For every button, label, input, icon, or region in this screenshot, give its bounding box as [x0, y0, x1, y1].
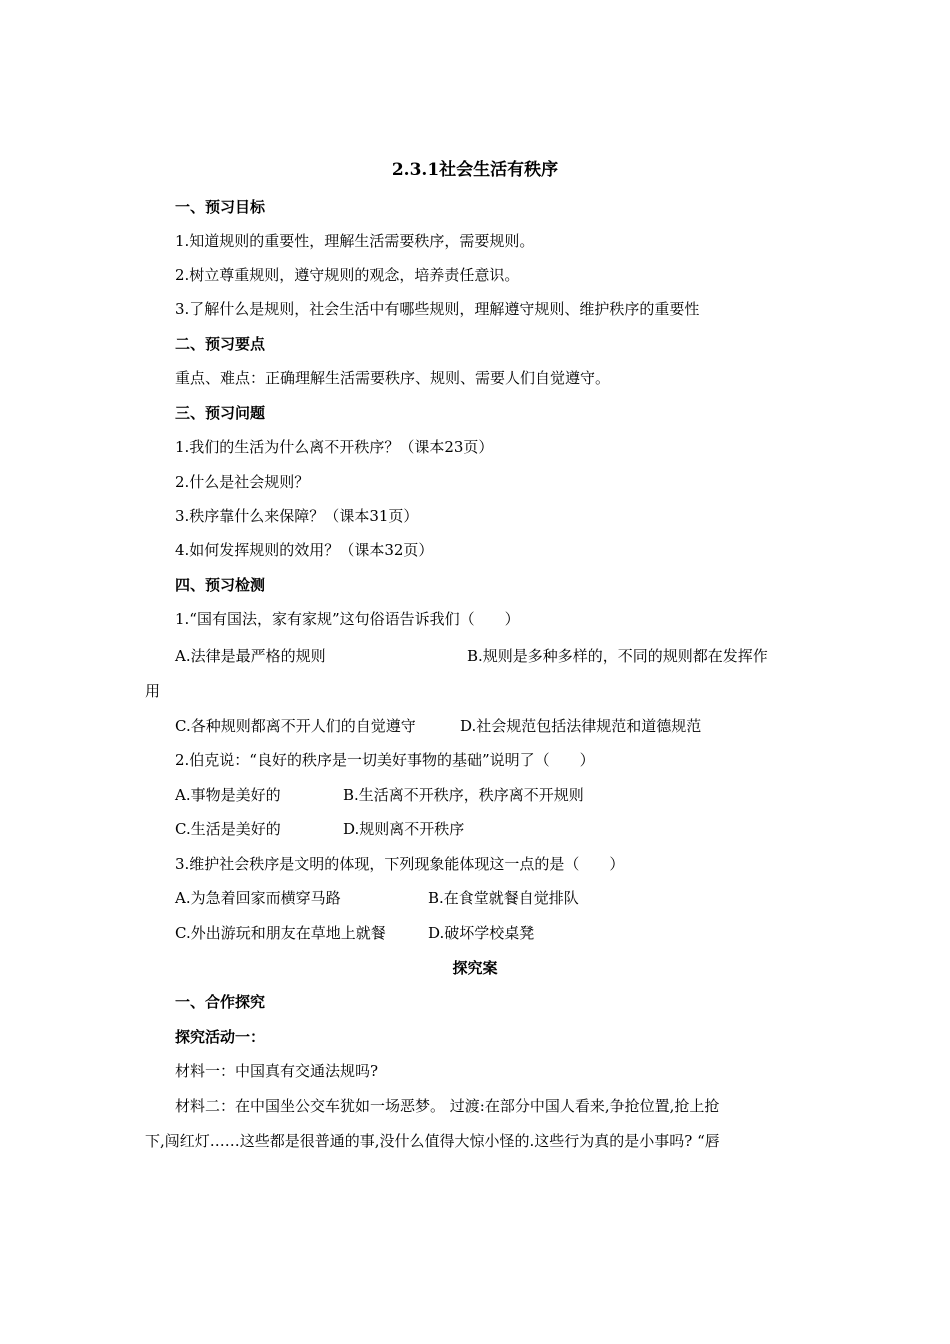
goal-item-2: 2.树立尊重规则，遵守规则的观念，培养责任意识。 [175, 266, 520, 284]
key-points-text: 重点、难点：正确理解生活需要秩序、规则、需要人们自觉遵守。 [175, 369, 611, 387]
test-q3-option-c: C.外出游玩和朋友在草地上就餐 [175, 924, 386, 942]
test-q1-option-d: D.社会规范包括法律规范和道德规范 [460, 717, 702, 735]
test-q3-option-d: D.破坏学校桌凳 [428, 924, 535, 942]
section-heading-goals: 一、预习目标 [175, 198, 266, 216]
goal-item-3: 3.了解什么是规则，社会生活中有哪些规则，理解遵守规则、维护秩序的重要性 [175, 300, 700, 318]
section-heading-questions: 三、预习问题 [175, 404, 266, 422]
question-item-3: 3.秩序靠什么来保障？（课本31页） [175, 507, 419, 525]
material-2-line-1: 材料二：在中国坐公交车犹如一场恶梦。 过渡:在部分中国人看来,争抢位置,抢上抢 [175, 1097, 720, 1115]
question-item-1: 1.我们的生活为什么离不开秩序？（课本23页） [175, 438, 494, 456]
test-q2-option-d: D.规则离不开秩序 [343, 820, 465, 838]
test-q1-option-b: B.规则是多种多样的，不同的规则都在发挥作 [467, 647, 768, 665]
explore-activity: 探究活动一： [175, 1028, 266, 1046]
explore-title: 探究案 [452, 959, 498, 977]
test-q2-option-c: C.生活是美好的 [175, 820, 281, 838]
section-heading-points: 二、预习要点 [175, 335, 266, 353]
test-q1-option-a: A.法律是最严格的规则 [175, 647, 326, 665]
goal-item-1: 1.知道规则的重要性，理解生活需要秩序，需要规则。 [175, 232, 535, 250]
test-q1-stem: 1.“国有国法，家有家规”这句俗语告诉我们（ ） [175, 610, 520, 628]
test-q3-option-b: B.在食堂就餐自觉排队 [428, 889, 579, 907]
explore-heading: 一、合作探究 [175, 993, 266, 1011]
section-heading-test: 四、预习检测 [175, 576, 266, 594]
test-q1-option-c: C.各种规则都离不开人们的自觉遵守 [175, 717, 416, 735]
test-q2-stem: 2.伯克说：“良好的秩序是一切美好事物的基础”说明了（ ） [175, 751, 595, 769]
test-q2-option-b: B.生活离不开秩序，秩序离不开规则 [343, 786, 584, 804]
test-q1-option-b-wrap: 用 [145, 682, 161, 700]
material-2-line-2: 下,闯红灯……这些都是很普通的事,没什么值得大惊小怪的.这些行为真的是小事吗? “唇 [145, 1132, 720, 1150]
test-q2-option-a: A.事物是美好的 [175, 786, 281, 804]
test-q3-stem: 3.维护社会秩序是文明的体现，下列现象能体现这一点的是（ ） [175, 855, 625, 873]
document-title: 2.3.1社会生活有秩序 [391, 160, 559, 180]
test-q3-option-a: A.为急着回家而横穿马路 [175, 889, 341, 907]
question-item-2: 2.什么是社会规则？ [175, 473, 310, 491]
question-item-4: 4.如何发挥规则的效用？（课本32页） [175, 541, 434, 559]
material-1: 材料一：中国真有交通法规吗? [175, 1062, 379, 1080]
